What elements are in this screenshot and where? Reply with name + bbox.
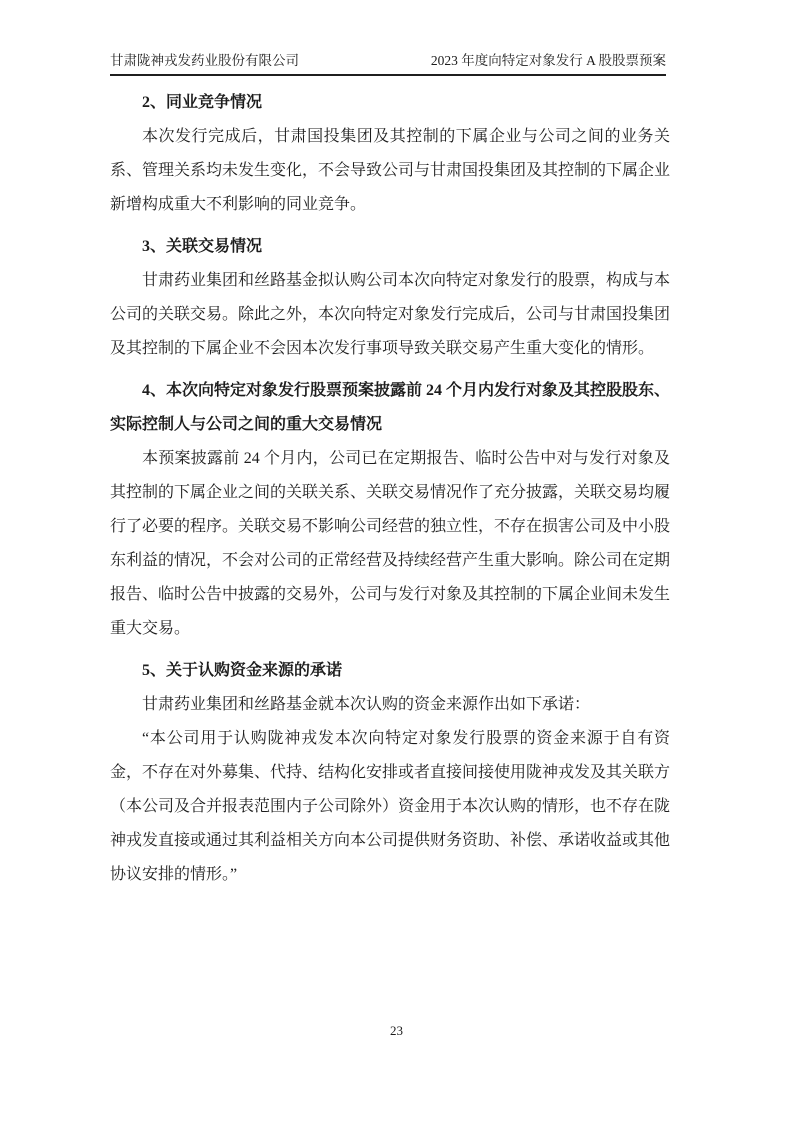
section-paragraph: 甘肃药业集团和丝路基金就本次认购的资金来源作出如下承诺： [142,696,591,713]
section-paragraph: 本次发行完成后，甘肃国投集团及其控制的下属企业与公司之间的业务关系、管理关系均未发生变化，不会导致公司与甘肃国投集团及其控制的下属企业新增构成重大不利影响的同业竞争。 [110,128,671,213]
section-paragraph: 本预案披露前 24 个月内，公司已在定期报告、临时公告中对与发行对象及其控制的下属企业之间的关联关系、关联交易情况作了充分披露，关联交易均履行了必要的程序。关联交易不影响公司经营的独立性，不存在损害公司及中小股东利益的情况，不会对公司的正常经营及持续经营产生重大影响。除公司在定期报告、临时公告中披露的交易外，公司与发行对象及其控制的下属企业间未发生重大交易。 [110,450,671,637]
page-header [110,52,666,76]
page-number: 23 [390,1023,403,1038]
section-paragraph-quote: “本公司用于认购陇神戎发本次向特定对象发行股票的资金来源于自有资金，不存在对外募集、代持、结构化安排或者直接间接使用陇神戎发及其关联方（本公司及合并报表范围内子公司除外）资金用于本次认购的情形，也不存在陇神戎发直接或通过其利益相关方向本公司提供财务资助、补偿、承诺收益或其他协议安排的情形。” [110,730,671,883]
section-heading-funding-commitment: 5、关于认购资金来源的承诺 [142,662,343,679]
document-body [110,86,670,892]
section-paragraph: 甘肃药业集团和丝路基金拟认购公司本次向特定对象发行的股票，构成与本公司的关联交易。除此之外，本次向特定对象发行完成后，公司与甘肃国投集团及其控制的下属企业不会因本次发行事项导致关联交易产生重大变化的情形。 [110,272,671,357]
header-document-title: 2023 年度向特定对象发行 A 股股票预案 [430,53,666,68]
section-heading-major-transactions: 4、本次向特定对象发行股票预案披露前 24 个月内发行对象及其控股股东、实际控制人与公司之间的重大交易情况 [110,382,671,433]
section-heading-competition: 2、同业竞争情况 [142,94,263,111]
section-heading-related-transactions: 3、关联交易情况 [142,238,263,255]
header-company-name: 甘肃陇神戎发药业股份有限公司 [110,53,299,68]
